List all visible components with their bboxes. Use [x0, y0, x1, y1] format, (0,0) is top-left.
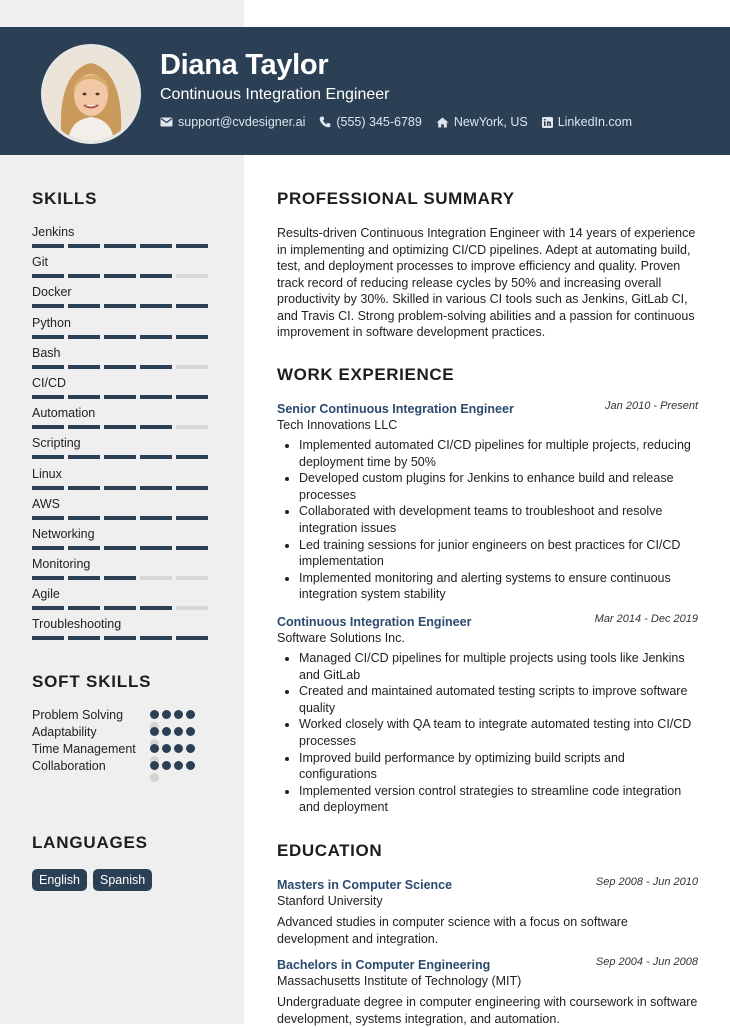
school: Stanford University: [277, 894, 383, 908]
skill-level-bar: [32, 425, 214, 429]
skill-level-segment: [68, 335, 100, 339]
skill-level-segment: [68, 606, 100, 610]
job-entry: [277, 613, 698, 816]
contact-linkedin-text: LinkedIn.com: [557, 115, 633, 129]
contact-email-text: support@cvdesigner.ai: [178, 115, 306, 129]
rating-dot: [186, 761, 195, 770]
skills-list: [32, 224, 214, 647]
skill-name: Jenkins: [32, 225, 75, 239]
skill-level-segment: [68, 636, 100, 640]
skill-level-bar: [32, 636, 214, 640]
experience-heading: WORK EXPERIENCE: [277, 365, 455, 384]
bullet-item: • Managed CI/CD pipelines for multiple projects using tools like Jenkins and GitLab: [299, 650, 698, 683]
rating-dot: [174, 710, 183, 719]
skill-level-segment: [68, 244, 100, 248]
skill-item: [32, 616, 214, 646]
skill-item: [32, 466, 214, 496]
skill-level-segment: [104, 606, 136, 610]
soft-skill-name: Time Management: [32, 742, 136, 756]
languages-list: [32, 869, 152, 891]
skill-level-segment: [176, 516, 208, 520]
soft-skills-heading: SOFT SKILLS: [32, 672, 152, 691]
skill-level-segment: [140, 395, 172, 399]
skill-level-segment: [140, 304, 172, 308]
skill-level-segment: [32, 244, 64, 248]
contact-list: [160, 115, 632, 129]
bullet-item: • Worked closely with QA team to integrate automated testing into CI/CD processes: [299, 716, 698, 749]
skill-level-segment: [68, 576, 100, 580]
education-date: Sep 2004 - Jun 2008: [595, 956, 698, 968]
skill-level-segment: [104, 576, 136, 580]
contact-location: [436, 115, 528, 129]
skill-level-segment: [140, 546, 172, 550]
skill-level-segment: [140, 425, 172, 429]
soft-skill-item: [32, 724, 222, 741]
soft-skill-item: [32, 758, 222, 775]
job-bullets: [277, 437, 698, 603]
skill-level-segment: [32, 425, 64, 429]
skill-level-segment: [176, 335, 208, 339]
skill-item: [32, 556, 214, 586]
bullet-item: • Collaborated with development teams to troubleshoot and resolve integration issues: [299, 503, 698, 536]
skill-name: Automation: [32, 406, 96, 421]
skill-level-bar: [32, 455, 214, 459]
skill-level-segment: [104, 335, 136, 339]
skill-level-segment: [176, 274, 208, 278]
rating-dot: [162, 744, 171, 753]
skill-level-segment: [140, 606, 172, 610]
skill-item: [32, 284, 214, 314]
rating-dot: [186, 727, 195, 736]
skill-level-segment: [140, 636, 172, 640]
contact-linkedin[interactable]: [542, 115, 632, 129]
contact-email[interactable]: [160, 115, 305, 129]
skill-name: AWS: [32, 496, 61, 511]
skill-level-bar: [32, 395, 214, 399]
skill-level-bar: [32, 244, 214, 248]
skill-level-segment: [68, 516, 100, 520]
school: Massachusetts Institute of Technology (MIT): [277, 974, 522, 988]
education-heading: EDUCATION: [277, 841, 383, 860]
skill-level-segment: [32, 274, 64, 278]
linkedin-icon: [542, 117, 553, 128]
job-company: Software Solutions Inc.: [277, 631, 405, 645]
skill-level-segment: [104, 546, 136, 550]
candidate-title: Continuous Integration Engineer: [160, 86, 390, 103]
skill-name: Python: [32, 315, 71, 330]
skill-level-segment: [68, 304, 100, 308]
skill-level-segment: [176, 425, 208, 429]
candidate-name: Diana Taylor: [160, 49, 329, 81]
skill-name: Networking: [32, 526, 95, 541]
soft-skill-name: Problem Solving: [32, 708, 124, 722]
skill-level-segment: [176, 606, 208, 610]
skill-level-bar: [32, 304, 214, 308]
skill-level-segment: [32, 335, 64, 339]
skill-level-segment: [176, 455, 208, 459]
rating-dot: [174, 727, 183, 736]
skill-level-segment: [140, 244, 172, 248]
job-date: Jan 2010 - Present: [605, 400, 698, 412]
skill-level-segment: [176, 546, 208, 550]
rating-dot: [186, 710, 195, 719]
summary-text: Results-driven Continuous Integration Engineer with 14 years of experience in implementing and optimizing CI/CD pipelines. Adept at automating build, test, and deployment processes to improve efficiency and quality. Proven track record of reducing release cycles by 50% and increasing overall productivity by 30%. Skilled in various CI tools such as Jenkins, GitLab CI, and Travis CI. Strong problem-solving abilities and a passion for continuous improvement in software development practices.: [277, 226, 696, 339]
bullet-item: • Implemented monitoring and alerting systems to ensure continuous integration system stability: [299, 570, 698, 603]
education-entry: [277, 876, 698, 947]
language-tag: English: [32, 869, 87, 891]
skill-level-segment: [176, 304, 208, 308]
rating-dot: [174, 744, 183, 753]
languages-heading: LANGUAGES: [32, 833, 148, 852]
skill-level-segment: [68, 425, 100, 429]
profile-photo: [44, 47, 138, 141]
rating-dot: [150, 710, 159, 719]
skill-level-bar: [32, 546, 214, 550]
skill-level-bar: [32, 516, 214, 520]
rating-dot: [162, 710, 171, 719]
skill-level-bar: [32, 486, 214, 490]
language-tag: Spanish: [93, 869, 152, 891]
skill-name: Git: [32, 255, 48, 270]
resume-header: [0, 27, 730, 155]
envelope-icon: [160, 117, 173, 127]
skill-level-segment: [32, 546, 64, 550]
bullet-item: • Developed custom plugins for Jenkins to enhance build and release processes: [299, 470, 698, 503]
contact-phone-text: (555) 345-6789: [336, 115, 422, 129]
skill-item: [32, 224, 214, 254]
avatar: [41, 44, 141, 144]
phone-icon: [319, 116, 331, 128]
skill-level-segment: [32, 304, 64, 308]
skill-level-segment: [68, 486, 100, 490]
skill-level-segment: [140, 486, 172, 490]
skill-level-segment: [32, 365, 64, 369]
skill-level-segment: [68, 274, 100, 278]
skill-level-segment: [140, 335, 172, 339]
skill-item: [32, 345, 214, 375]
bullet-item: • Led training sessions for junior engineers on best practices for CI/CD implementation: [299, 537, 698, 570]
skills-heading: SKILLS: [32, 189, 98, 208]
bullet-item: • Implemented version control strategies to streamline code integration and deployment: [299, 783, 698, 816]
skill-item: [32, 496, 214, 526]
skill-name: CI/CD: [32, 375, 67, 390]
skill-level-segment: [32, 395, 64, 399]
skill-level-segment: [32, 606, 64, 610]
home-icon: [436, 117, 449, 128]
rating-dot: [162, 761, 171, 770]
skill-level-segment: [104, 516, 136, 520]
rating-dot: [150, 773, 159, 782]
skill-level-segment: [176, 365, 208, 369]
job-entry: [277, 400, 698, 603]
soft-skill-name: Adaptability: [32, 725, 97, 739]
degree: Masters in Computer Science: [277, 878, 453, 892]
skill-level-bar: [32, 335, 214, 339]
education-entry: [277, 956, 698, 1027]
bullet-item: • Implemented automated CI/CD pipelines for multiple projects, reducing deployment time by 50%: [299, 437, 698, 470]
skill-level-segment: [68, 365, 100, 369]
soft-skill-name: Collaboration: [32, 759, 106, 773]
skill-level-bar: [32, 576, 214, 580]
skill-item: [32, 375, 214, 405]
degree: Bachelors in Computer Engineering: [277, 958, 491, 972]
rating-dot: [174, 761, 183, 770]
job-role: Continuous Integration Engineer: [277, 615, 472, 629]
skill-level-bar: [32, 606, 214, 610]
skill-level-segment: [104, 395, 136, 399]
skill-name: Scripting: [32, 436, 81, 451]
soft-skill-rating: [150, 761, 202, 782]
skill-name: Agile: [32, 587, 60, 602]
skill-level-segment: [176, 486, 208, 490]
skill-item: [32, 315, 214, 345]
education-description: Undergraduate degree in computer engineering with coursework in software development, systems integration, and automation.: [277, 995, 698, 1026]
skill-level-segment: [32, 486, 64, 490]
skill-level-segment: [68, 455, 100, 459]
soft-skill-item: [32, 707, 222, 724]
job-date: Mar 2014 - Dec 2019: [594, 613, 698, 625]
skill-level-segment: [140, 274, 172, 278]
skill-level-segment: [32, 576, 64, 580]
job-role: Senior Continuous Integration Engineer: [277, 402, 514, 416]
education-description: Advanced studies in computer science with a focus on software development and integration.: [277, 915, 628, 946]
skill-level-segment: [104, 244, 136, 248]
rating-dot: [162, 727, 171, 736]
skill-level-segment: [68, 395, 100, 399]
skill-name: Linux: [32, 466, 62, 481]
skill-level-segment: [176, 244, 208, 248]
rating-dot: [150, 761, 159, 770]
skill-level-segment: [140, 365, 172, 369]
skill-level-bar: [32, 274, 214, 278]
skill-level-segment: [32, 516, 64, 520]
bullet-item: • Improved build performance by optimizing build scripts and configurations: [299, 750, 698, 783]
skill-level-segment: [68, 546, 100, 550]
skill-item: [32, 586, 214, 616]
soft-skills-list: [32, 707, 222, 775]
skill-level-segment: [140, 455, 172, 459]
skill-level-segment: [104, 486, 136, 490]
skill-level-segment: [104, 636, 136, 640]
skill-level-segment: [104, 304, 136, 308]
skill-level-segment: [32, 455, 64, 459]
skill-level-segment: [104, 274, 136, 278]
skill-item: [32, 435, 214, 465]
skill-level-segment: [104, 425, 136, 429]
skill-level-bar: [32, 365, 214, 369]
contact-phone[interactable]: [319, 115, 421, 129]
skill-item: [32, 254, 214, 284]
skill-level-segment: [32, 636, 64, 640]
skill-item: [32, 405, 214, 435]
skill-level-segment: [104, 365, 136, 369]
skill-level-segment: [104, 455, 136, 459]
skill-level-segment: [140, 576, 172, 580]
skill-level-segment: [140, 516, 172, 520]
rating-dot: [186, 744, 195, 753]
skill-level-segment: [176, 395, 208, 399]
skill-name: Docker: [32, 285, 72, 300]
skill-level-segment: [176, 576, 208, 580]
skill-name: Monitoring: [32, 557, 91, 572]
rating-dot: [150, 744, 159, 753]
bullet-item: • Created and maintained automated testing scripts to improve software quality: [299, 683, 698, 716]
skill-level-segment: [176, 636, 208, 640]
skill-item: [32, 526, 214, 556]
soft-skill-item: [32, 741, 222, 758]
education-date: Sep 2008 - Jun 2010: [595, 876, 698, 888]
job-company: Tech Innovations LLC: [277, 418, 398, 432]
summary-heading: PROFESSIONAL SUMMARY: [277, 189, 515, 208]
skill-name: Troubleshooting: [32, 617, 122, 632]
job-bullets: [277, 650, 698, 816]
contact-location-text: NewYork, US: [453, 115, 528, 129]
skill-name: Bash: [32, 345, 61, 360]
rating-dot: [150, 727, 159, 736]
